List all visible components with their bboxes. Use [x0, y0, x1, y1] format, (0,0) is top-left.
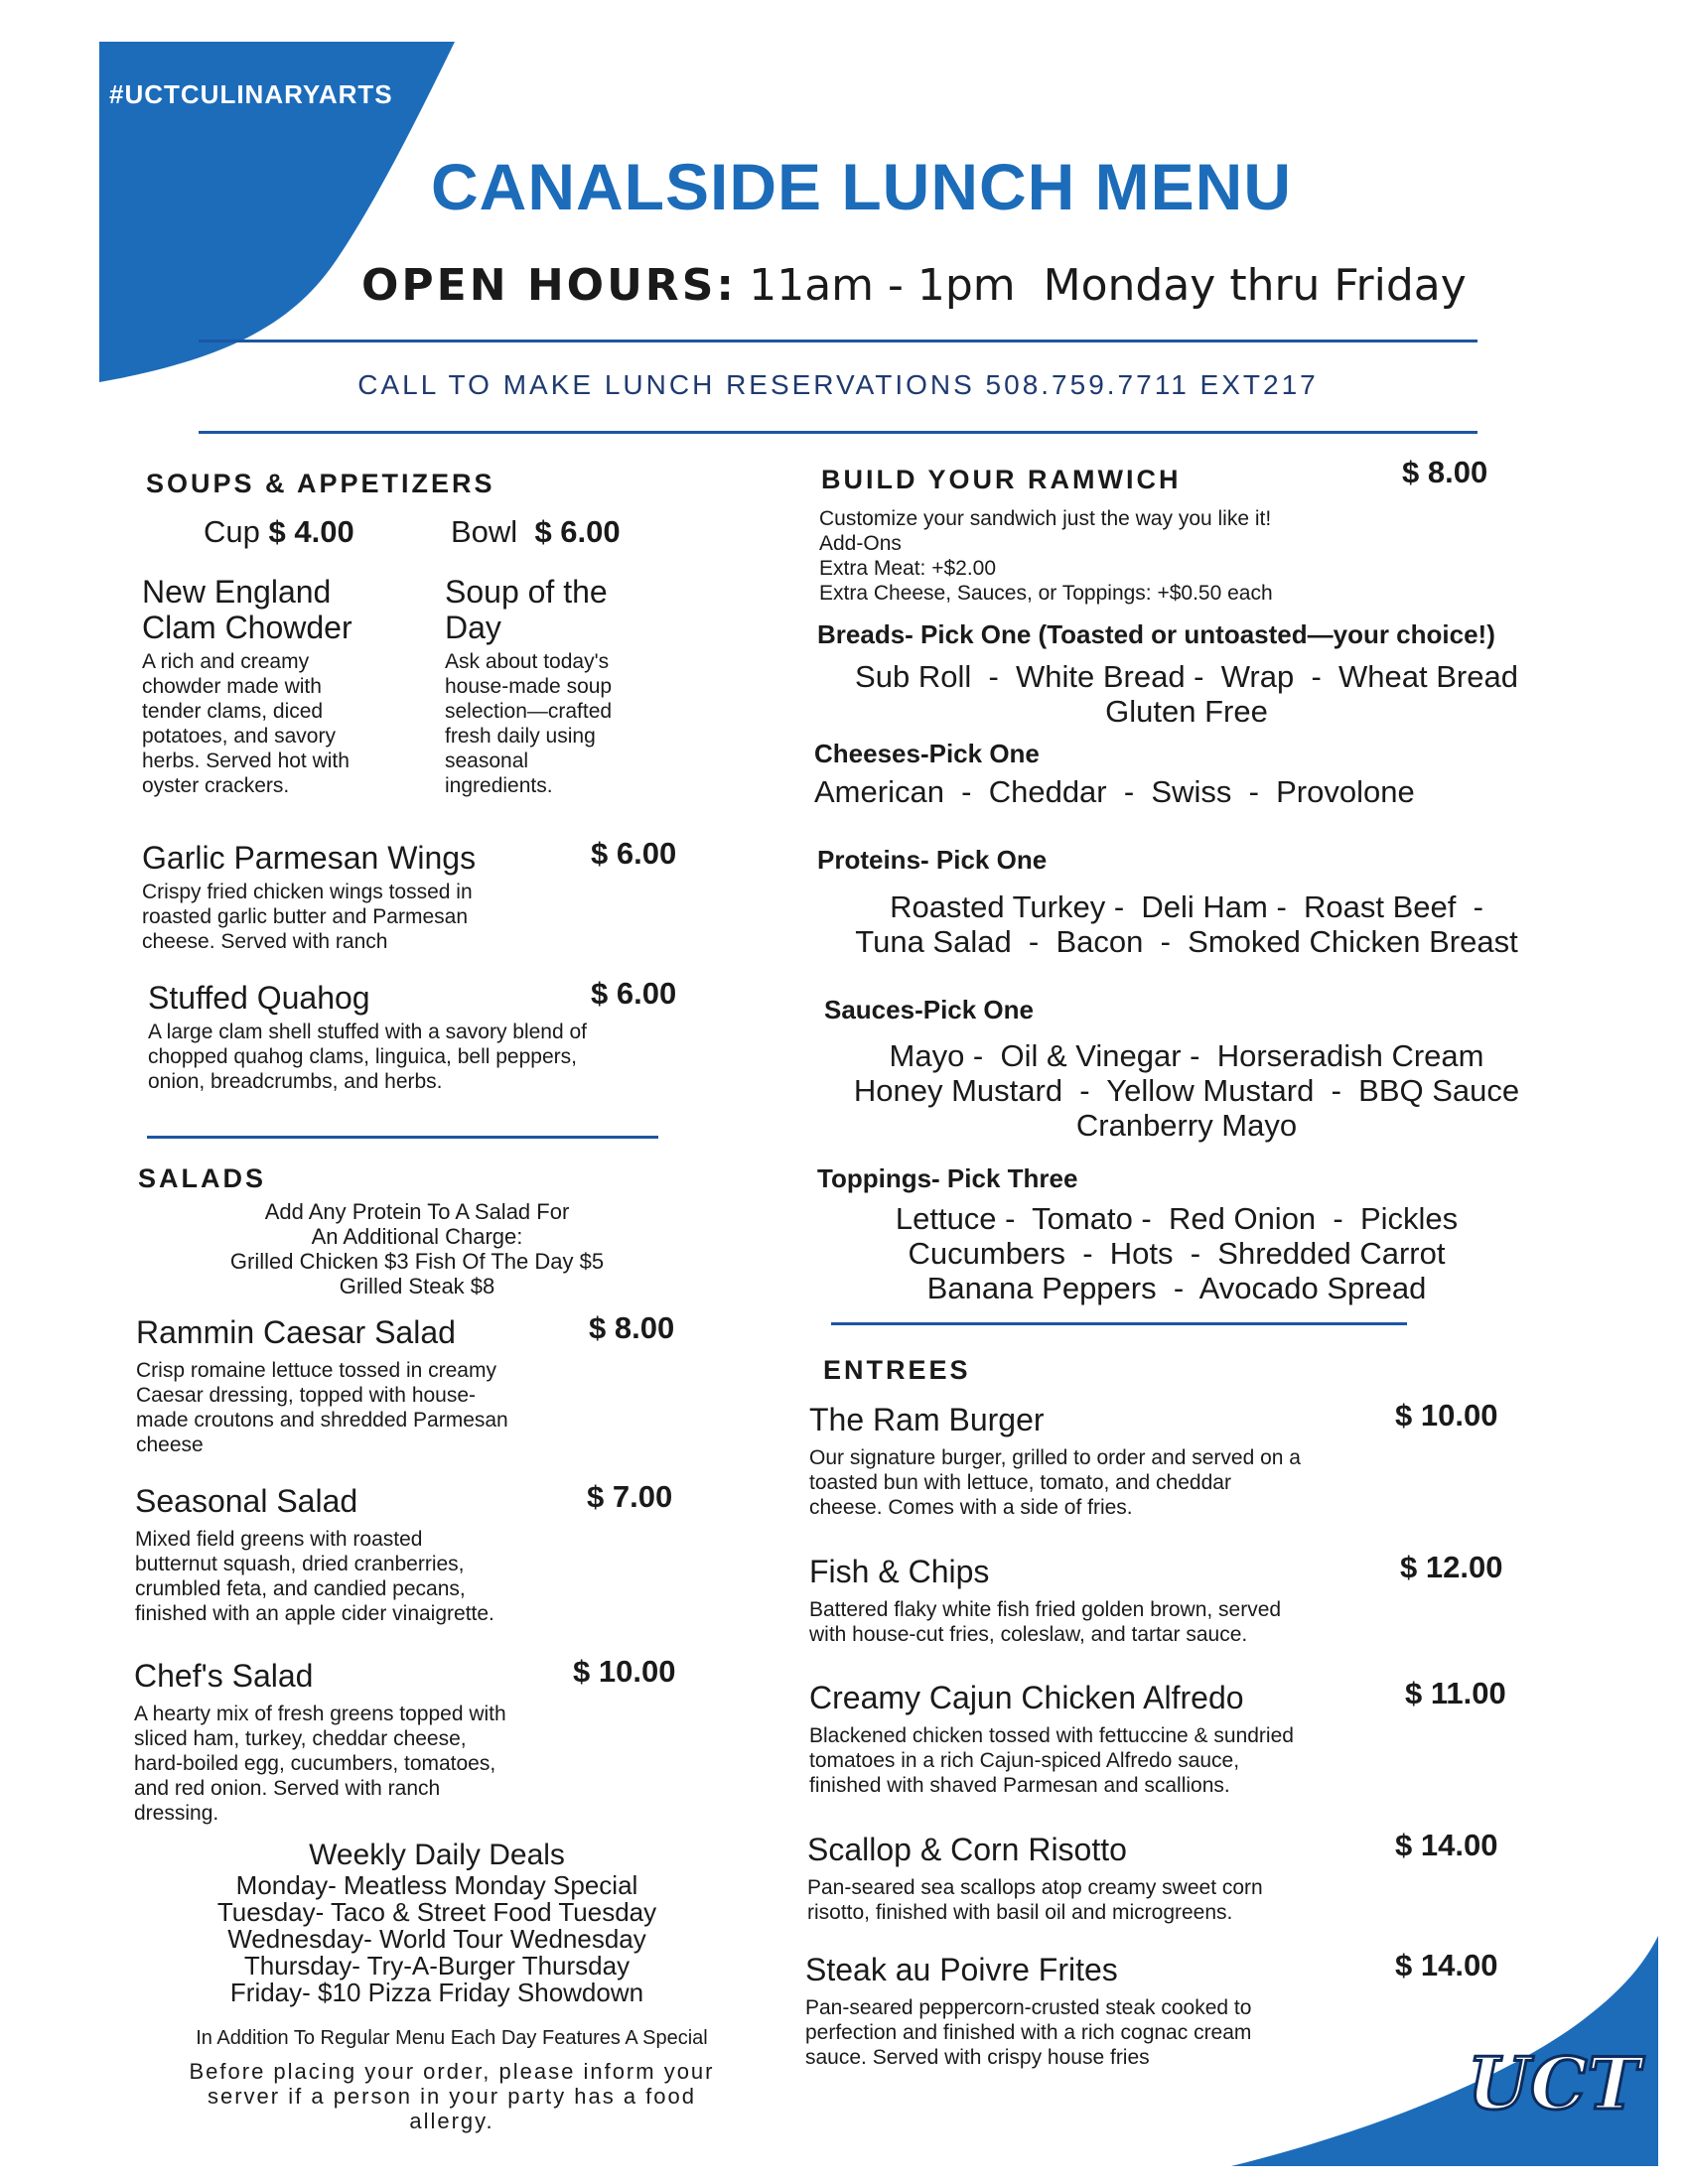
option-line: Honey Mustard - Yellow Mustard - BBQ Sauce: [853, 1073, 1520, 1108]
menu-item: [134, 1654, 700, 1826]
desc-line: cheese. Comes with a side of fries.: [809, 1496, 1133, 1519]
desc-line: and red onion. Served with ranch: [134, 1777, 441, 1800]
divider: [199, 340, 1477, 342]
group-heading-cheeses: Cheeses-Pick One: [814, 739, 1040, 768]
section-heading-ramwich: BUILD YOUR RAMWICH: [821, 465, 1182, 494]
desc-line: Mixed field greens with roasted: [135, 1528, 423, 1551]
item-price: $ 11.00: [1405, 1676, 1506, 1710]
bowl-label: Bowl: [451, 514, 518, 549]
menu-item: [142, 836, 698, 954]
note-line: Grilled Chicken $3 Fish Of The Day $5: [229, 1249, 605, 1274]
intro-line: Add-Ons: [819, 532, 902, 555]
intro-line: Extra Meat: +$2.00: [819, 557, 997, 580]
desc-line: ingredients.: [445, 774, 553, 797]
desc-line: roasted garlic butter and Parmesan: [142, 905, 469, 928]
item-name: The Ram Burger: [809, 1402, 1045, 1437]
option-line: Mayo - Oil & Vinegar - Horseradish Cream: [889, 1038, 1484, 1073]
item-name: Chef's Salad: [134, 1658, 314, 1694]
option-line: Roasted Turkey - Deli Ham - Roast Beef -: [890, 889, 1483, 924]
desc-line: Our signature burger, grilled to order and served on a: [809, 1446, 1301, 1469]
option-line: Gluten Free: [1105, 694, 1268, 729]
item-name: Clam Chowder: [142, 610, 352, 645]
desc-line: butternut squash, dried cranberries,: [135, 1553, 465, 1575]
desc-line: house-made soup: [445, 675, 613, 698]
item-price: $ 8.00: [589, 1310, 675, 1345]
weekly-deals: [159, 1839, 715, 2006]
item-name: Seasonal Salad: [135, 1483, 358, 1519]
desc-line: finished with an apple cider vinaigrette.: [135, 1602, 494, 1625]
item-description: [809, 1723, 1504, 1798]
desc-line: Caesar dressing, topped with house-: [136, 1384, 477, 1407]
desc-line: Pan-seared sea scallops atop creamy sweet corn: [807, 1876, 1263, 1899]
item-description: [135, 1527, 701, 1626]
menu-item: [148, 976, 704, 1094]
menu-item: [809, 1550, 1504, 1647]
note-line: An Additional Charge:: [311, 1224, 523, 1249]
item-description: [148, 1020, 704, 1094]
item-name: Soup of the: [445, 574, 608, 610]
item-price: $ 10.00: [573, 1654, 676, 1689]
menu-item: [142, 574, 430, 798]
menu-item: [136, 1310, 702, 1457]
item-description: [136, 1358, 702, 1457]
item-description: [142, 880, 698, 954]
desc-line: onion, breadcrumbs, and herbs.: [148, 1070, 443, 1093]
desc-line: dressing.: [134, 1802, 219, 1825]
reservation-line: CALL TO MAKE LUNCH RESERVATIONS 508.759.7711 EXT217: [357, 369, 1319, 400]
item-name: Steak au Poivre Frites: [805, 1952, 1118, 1987]
deal-line: Thursday- Try-A-Burger Thursday: [243, 1951, 631, 1980]
item-name: Scallop & Corn Risotto: [807, 1832, 1127, 1867]
item-name: New England: [142, 574, 332, 610]
desc-line: Battered flaky white fish fried golden brown, served: [809, 1598, 1282, 1621]
note-line: Grilled Steak $8: [339, 1274, 495, 1298]
section-heading-entrees: ENTREES: [823, 1355, 971, 1385]
bowl-pricing: [451, 514, 621, 550]
item-name: Rammin Caesar Salad: [136, 1314, 456, 1350]
item-description: [807, 1875, 1502, 1925]
option-line: Lettuce - Tomato - Red Onion - Pickles: [895, 1201, 1459, 1236]
hashtag-label: #UCTCULINARYARTS: [109, 79, 393, 109]
section-heading-soups: SOUPS & APPETIZERS: [146, 469, 495, 498]
desc-line: Crisp romaine lettuce tossed in creamy: [136, 1359, 496, 1382]
salad-protein-note: [199, 1199, 635, 1298]
desc-line: A large clam shell stuffed with a savory blend of: [148, 1021, 588, 1043]
allergy-line: allergy.: [409, 2109, 494, 2133]
desc-line: Pan-seared peppercorn-crusted steak cooked to: [805, 1996, 1252, 2019]
desc-line: perfection and finished with a rich cognac cream: [805, 2021, 1252, 2044]
desc-line: tender clams, diced: [142, 700, 324, 723]
divider: [831, 1322, 1407, 1325]
desc-line: Blackened chicken tossed with fettuccine & sundried: [809, 1724, 1294, 1747]
item-price: $ 7.00: [587, 1479, 673, 1514]
open-hours-value: 11am - 1pm Monday thru Friday: [749, 260, 1467, 311]
option-line: Cranberry Mayo: [1075, 1108, 1298, 1143]
desc-line: Crispy fried chicken wings tossed in: [142, 881, 473, 903]
deal-line: Friday- $10 Pizza Friday Showdown: [229, 1978, 644, 2007]
deals-list: [159, 1872, 715, 2006]
group-options-cheeses: [814, 774, 1415, 809]
desc-line: Ask about today's: [445, 650, 610, 673]
open-hours-label: OPEN HOURS:: [361, 260, 737, 311]
item-description: [805, 1995, 1500, 2070]
allergy-line: Before placing your order, please inform your: [189, 2059, 715, 2084]
menu-item: [135, 1479, 701, 1626]
option-line: Banana Peppers - Avocado Spread: [926, 1271, 1427, 1305]
item-price: $ 6.00: [591, 836, 677, 871]
special-note: In Addition To Regular Menu Each Day Features A Special: [196, 2027, 708, 2049]
group-heading-sauces: Sauces-Pick One: [824, 995, 1034, 1024]
option-line: Tuna Salad - Bacon - Smoked Chicken Breast: [855, 924, 1518, 959]
group-heading-breads: Breads- Pick One (Toasted or untoasted—your choice!): [817, 619, 1495, 649]
desc-line: potatoes, and savory: [142, 725, 336, 748]
ramwich-price: $ 8.00: [1402, 455, 1488, 489]
desc-line: cheese. Served with ranch: [142, 930, 388, 953]
logo-text: UCT: [1468, 2041, 1640, 2125]
deals-heading: Weekly Daily Deals: [309, 1839, 565, 1871]
group-options-breads: [794, 659, 1579, 729]
bowl-price: $ 6.00: [534, 514, 621, 549]
allergy-line: server if a person in your party has a food: [208, 2084, 696, 2109]
cup-label: Cup: [204, 514, 260, 549]
desc-line: sliced ham, turkey, cheddar cheese,: [134, 1727, 467, 1750]
item-description: [134, 1702, 700, 1826]
item-name: Creamy Cajun Chicken Alfredo: [809, 1680, 1244, 1715]
divider: [147, 1136, 658, 1139]
option-line: Cucumbers - Hots - Shredded Carrot: [908, 1236, 1446, 1271]
deal-line: Tuesday- Taco & Street Food Tuesday: [216, 1897, 657, 1927]
ramwich-intro: [819, 506, 1435, 606]
item-price: $ 12.00: [1400, 1550, 1503, 1584]
option-line: American - Cheddar - Swiss - Provolone: [814, 774, 1415, 809]
desc-line: toasted bun with lettuce, tomato, and cheddar: [809, 1471, 1231, 1494]
desc-line: A rich and creamy: [142, 650, 310, 673]
divider: [199, 431, 1477, 434]
item-name: Stuffed Quahog: [148, 980, 370, 1016]
group-heading-proteins: Proteins- Pick One: [817, 845, 1048, 875]
item-description: [809, 1597, 1504, 1647]
desc-line: seasonal: [445, 750, 529, 772]
item-description: [809, 1445, 1504, 1520]
desc-line: A hearty mix of fresh greens topped with: [134, 1703, 506, 1725]
desc-line: hard-boiled egg, cucumbers, tomatoes,: [134, 1752, 496, 1775]
desc-line: tomatoes in a rich Cajun-spiced Alfredo sauce,: [809, 1749, 1240, 1772]
desc-line: finished with shaved Parmesan and scallions.: [809, 1774, 1230, 1797]
item-description: [142, 649, 430, 798]
allergy-note: [149, 2059, 755, 2133]
menu-item: [445, 574, 703, 798]
item-description: [445, 649, 703, 798]
desc-line: chopped quahog clams, linguica, bell peppers,: [148, 1045, 577, 1068]
desc-line: crumbled feta, and candied pecans,: [135, 1577, 466, 1600]
section-heading-salads: SALADS: [138, 1163, 267, 1193]
item-price: $ 6.00: [591, 976, 677, 1011]
menu-item: [809, 1398, 1504, 1520]
page-title: CANALSIDE LUNCH MENU: [431, 150, 1292, 223]
desc-line: chowder made with: [142, 675, 322, 698]
group-options-proteins: [794, 889, 1579, 959]
desc-line: risotto, finished with basil oil and microgreens.: [807, 1901, 1233, 1924]
desc-line: with house-cut fries, coleslaw, and tartar sauce.: [809, 1623, 1248, 1646]
item-name: Fish & Chips: [809, 1554, 990, 1589]
item-name: Day: [445, 610, 501, 645]
menu-item: [805, 1948, 1500, 2070]
group-heading-toppings: Toppings- Pick Three: [817, 1163, 1078, 1193]
open-hours: [361, 260, 1467, 311]
desc-line: cheese: [136, 1433, 204, 1456]
group-options-sauces: [794, 1038, 1579, 1143]
item-price: $ 10.00: [1395, 1398, 1498, 1433]
deal-line: Monday- Meatless Monday Special: [235, 1870, 638, 1900]
note-line: Add Any Protein To A Salad For: [264, 1199, 570, 1224]
menu-item: [809, 1676, 1506, 1798]
option-line: Sub Roll - White Bread - Wrap - Wheat Bread: [855, 659, 1518, 694]
group-options-toppings: [784, 1201, 1569, 1305]
desc-line: selection—crafted: [445, 700, 613, 723]
item-price: $ 14.00: [1395, 1948, 1498, 1982]
cup-price: $ 4.00: [268, 514, 354, 549]
menu-item: [807, 1828, 1502, 1925]
desc-line: fresh daily using: [445, 725, 596, 748]
desc-line: oyster crackers.: [142, 774, 290, 797]
intro-line: Customize your sandwich just the way you like it!: [819, 507, 1272, 530]
item-name: Garlic Parmesan Wings: [142, 840, 477, 876]
item-price: $ 14.00: [1395, 1828, 1498, 1862]
corner-shape-top-left: [0, 0, 467, 387]
intro-line: Extra Cheese, Sauces, or Toppings: +$0.50 each: [819, 582, 1273, 605]
uct-logo-icon: [1468, 2029, 1640, 2138]
desc-line: sauce. Served with crispy house fries: [805, 2046, 1150, 2069]
deal-line: Wednesday- World Tour Wednesday: [227, 1924, 646, 1954]
desc-line: made croutons and shredded Parmesan: [136, 1409, 508, 1432]
desc-line: herbs. Served hot with: [142, 750, 350, 772]
cup-pricing: [204, 514, 354, 550]
